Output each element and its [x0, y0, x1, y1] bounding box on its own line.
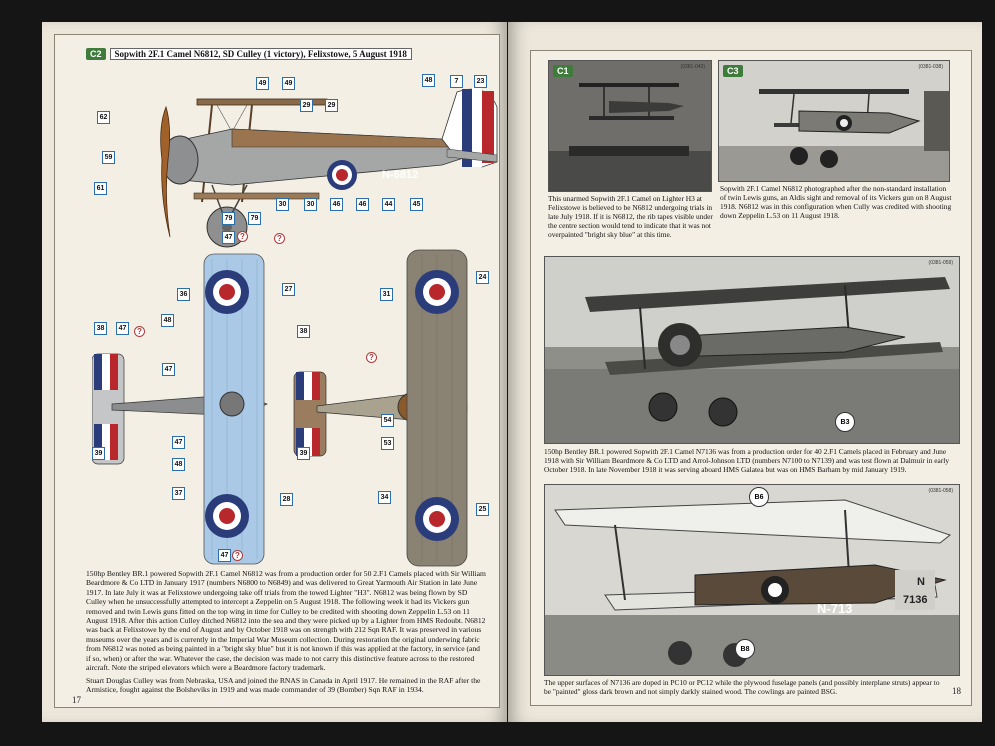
paint-marker: 53: [381, 437, 394, 450]
paint-marker: 49: [256, 77, 269, 90]
photo-b6-fuselage-serial: N-713: [817, 601, 853, 616]
paint-marker: 44: [382, 198, 395, 211]
plate-tag: C2: [86, 48, 106, 60]
left-page: [42, 22, 507, 722]
photo-b6-caption: The upper surfaces of N7136 are doped in PC10 or PC12 while the plywood fuselage panels (and possibly interplane struts) appear to be "painted" gloss dark brown and not simply darkly stained wood. The cowlings are painted BSG.: [544, 678, 940, 696]
paint-marker: 46: [356, 198, 369, 211]
paint-marker: 47: [116, 322, 129, 335]
paint-marker: 47: [222, 231, 235, 244]
photo-c3-tag: C3: [723, 65, 743, 77]
fuselage-serial: N-6812: [382, 169, 419, 181]
paint-marker: 24: [476, 271, 489, 284]
unknown-color-marker: ?: [274, 233, 285, 244]
paint-marker: 39: [92, 447, 105, 460]
paint-marker: 48: [172, 458, 185, 471]
photo-c1-tag: C1: [553, 65, 573, 77]
plate-title-bar: [86, 46, 412, 61]
paint-marker: 47: [172, 436, 185, 449]
paint-marker: 48: [161, 314, 174, 327]
paint-marker: 31: [380, 288, 393, 301]
photo-c1-caption: This unarmed Sopwith 2F.1 Camel on Lighter H3 at Felixstowe is believed to be N6812 undergoing trials in late July 1918. If it is N6812, the rib tapes visible under the centre section would tend to indicate that it was not overpainted "bright sky blue" at this time.: [548, 194, 713, 239]
paint-marker: 36: [177, 288, 190, 301]
aircraft-side-profile: [102, 67, 502, 257]
paint-marker: 25: [476, 503, 489, 516]
plate-title: Sopwith 2F.1 Camel N6812, SD Culley (1 victory), Felixstowe, 5 August 1918: [110, 48, 412, 60]
unknown-color-marker: ?: [134, 326, 145, 337]
photo-c1-id: (0381-043): [680, 64, 705, 70]
paint-marker: 47: [162, 363, 175, 376]
paint-marker: 79: [248, 212, 261, 225]
photo-c3-caption: Sopwith 2F.1 Camel N6812 photographed after the non-standard installation of twin Lewis guns, an Aldis sight and removal of its Vickers gun on 8 August 1918. N6812 was in this configuration when Cully was credited with shooting down Zeppelin L.53 on 11 August 1918.: [720, 184, 952, 220]
photo-b3: [544, 256, 960, 444]
paint-marker: 38: [94, 322, 107, 335]
paint-marker: 49: [282, 77, 295, 90]
unknown-color-marker: ?: [237, 231, 248, 242]
paint-marker: 45: [410, 198, 423, 211]
paint-marker: 47: [218, 549, 231, 562]
paint-marker: 28: [280, 493, 293, 506]
photo-b3-callout: B3: [835, 412, 855, 432]
paint-marker: 38: [297, 325, 310, 338]
page-number-right: 18: [952, 686, 961, 696]
description-paragraph-2: Stuart Douglas Culley was from Nebraska, USA and joined the RNAS in Canada in April 1917. He remained in the RAF after the Armistice, fought against the Bolsheviks in 1919 and was made commander of 39 (Bomber) Sqn RAF in 1934.: [86, 676, 481, 695]
unknown-color-marker: ?: [232, 550, 243, 561]
paint-marker: 61: [94, 182, 107, 195]
paint-marker: 29: [325, 99, 338, 112]
photo-c1: [548, 60, 712, 192]
paint-marker: 48: [422, 74, 435, 87]
paint-marker: 34: [378, 491, 391, 504]
paint-marker: 30: [304, 198, 317, 211]
photo-c3: [718, 60, 950, 182]
photo-b6-callout: B6: [749, 487, 769, 507]
paint-marker: 23: [474, 75, 487, 88]
unknown-color-marker: ?: [366, 352, 377, 363]
page-number-left: 17: [72, 695, 81, 705]
paint-marker: 39: [297, 447, 310, 460]
photo-b6-id: (0381-058): [928, 488, 953, 494]
paint-marker: 62: [97, 111, 110, 124]
paint-marker: 29: [300, 99, 313, 112]
photo-b3-caption: 150hp Bentley BR.1 powered Sopwith 2F.1 Camel N7136 was from a production order for 40 2.F1 Camels placed in February and June 1918 with Sir William Beardmore & Co LTD and Arrol-Johnson LTD (numbers N7100 to N7139) and was test flown at Dalmuir in early October 1918. In late November 1918 it was serving aboard HMS Galatea but was on HMS Barham by mid January 1919.: [544, 447, 950, 474]
paint-marker: 54: [381, 414, 394, 427]
paint-marker: 79: [222, 212, 235, 225]
photo-b6-rudder-serial-2: 7136: [903, 594, 928, 606]
photo-b8-callout: B8: [735, 639, 755, 659]
right-page: [508, 22, 982, 722]
photo-b6: [544, 484, 960, 676]
paint-marker: 37: [172, 487, 185, 500]
paint-marker: 7: [450, 75, 463, 88]
photo-c3-id: (0381-038): [918, 64, 943, 70]
paint-marker: 59: [102, 151, 115, 164]
paint-marker: 30: [276, 198, 289, 211]
description-paragraph-1: 150hp Bentley BR.1 powered Sopwith 2F.1 Camel N6812 was from a production order for 50 2.F1 Camels placed with Sir William Beardmore & Co LTD in January 1917 (numbers N6800 to N6849) and was delivered to Great Yarmouth Air Station in late June 1917. In late July it was at Felixstowe undergoing take off trials from the towed Lighter "H3". N6812 was being flown by SD Culley when he unsuccessfully attempted to intercept a Zeppelin on 5 August 1918. The following week it had its Vickers gun removed and twin Lewis guns fitted on the top wing in time for Culley to be credited with shooting down Zeppelin L.53 on 11 August 1918. After this action Culley ditched N6812 into the sea and they were picked up by a Lighter from HMS Redoubt. N6812 was back at Felixstowe by the end of August and by October 1918 was on strength with 212 Sqn RAF. It was preserved in various museums over the years and is currently in the Imperial War Museum collection. During restoration the original underwing fabric from N6812 was noted as being painted in a "bright sky blue" but it is not known if this was applied at the factory, in service (and if so, when) or after the war. Whatever the case, the decision was made to not carry this distinctive feature across to the restored aircraft. Note the striped elevators which were a Beardmore factory trademark.: [86, 569, 486, 673]
photo-b6-rudder-serial-1: N: [917, 576, 925, 588]
paint-marker: 27: [282, 283, 295, 296]
paint-marker: 46: [330, 198, 343, 211]
photo-b3-id: (0381-059): [928, 260, 953, 266]
